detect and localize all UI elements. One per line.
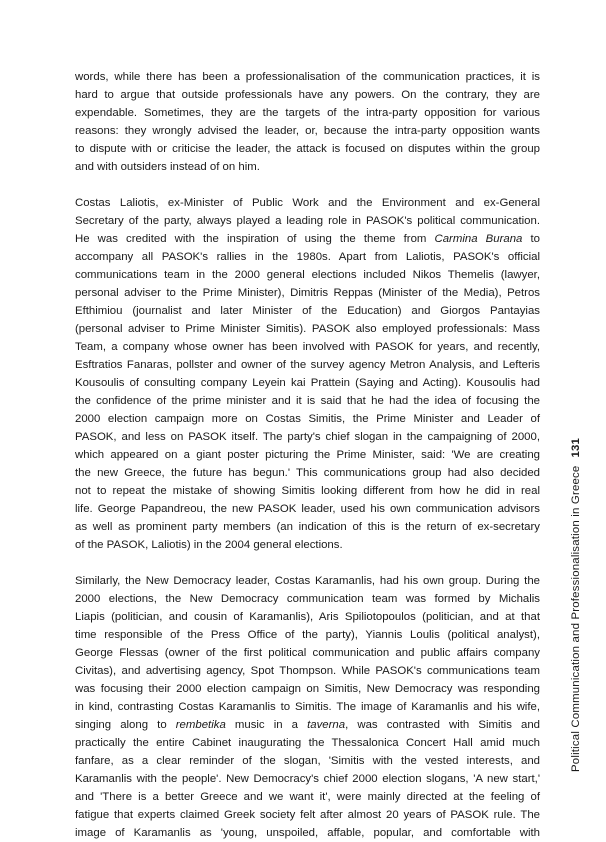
paragraph (75, 194, 540, 554)
paragraph (75, 572, 540, 842)
text-line: Efthimiou (journalist and later Minister of the Education) and Giorgos Pantayias (75, 305, 540, 317)
body-text (75, 68, 540, 842)
page-number: 131 (570, 437, 582, 458)
text-line: Costas Laliotis, ex-Minister of Public Work and the Environment and ex-General (75, 197, 540, 209)
text-line: Civitas), and advertising agency, Spot Thompson. While PASOK's communications team (75, 665, 540, 677)
text-line: Esftratios Fanaras, pollster and owner of the survey agency Metron Analysis, and Lefteris (75, 359, 540, 371)
text-line: as well as prominent party members (an indication of this is the return of ex-secretary (75, 521, 540, 533)
running-head (570, 438, 582, 772)
text-line: hard to argue that outside professionals have any powers. On the contrary, they are (75, 89, 540, 101)
text-line: reasons: they wrongly advised the leader, or, because the intra-party opposition wants (75, 125, 540, 137)
text-line: life. George Papandreou, the new PASOK leader, used his own communication advisors (75, 503, 540, 515)
text-line: Team, a company whose owner has been involved with PASOK for years, and recently, (75, 341, 540, 353)
text-line: the new Greece, the future has begun.' This communications group had also decided (75, 467, 540, 479)
text-line: Similarly, the New Democracy leader, Costas Karamanlis, had his own group. During the (75, 575, 540, 587)
text-line: of the PASOK, Laliotis) in the 2004 general elections. (75, 539, 343, 551)
text-line: George Flessas (owner of the first political communication and public affairs company (75, 647, 540, 659)
text-line: fanfare, as a clear reminder of the slogan, 'Simitis with the vested interests, and (75, 755, 540, 767)
text-line: time responsible of the Press Office of the party), Yiannis Loulis (political analyst), (75, 629, 540, 641)
text-line: fatigue that experts claimed Greek society felt after almost 20 years of PASOK rule. The (75, 809, 540, 821)
text-line: the confidence of the prime minister and it is said that he had the idea of focusing the (75, 395, 540, 407)
text-line: and with outsiders instead of on him. (75, 161, 260, 173)
text-line: accompany all PASOK's rallies in the 1980s. Apart from Laliotis, PASOK's official (75, 251, 540, 263)
text-line: PASOK, and less on PASOK itself. The party's chief slogan in the campaigning of 2000, (75, 431, 540, 443)
text-line: personal adviser to the Prime Minister), Dimitris Reppas (Minister of the Media), Petros (75, 287, 540, 299)
text-line: not to repeat the mistake of showing Simitis looking different from how he did in real (75, 485, 540, 497)
text-line: Karamanlis with the people'. New Democracy's chief 2000 election slogans, 'A new start,' (75, 773, 540, 785)
text-line: Kousoulis of consulting company Leyein kai Prattein (Saying and Acting). Kousoulis had (75, 377, 540, 389)
text-line: Liapis (politician, and cousin of Karamanlis), Aris Spiliotopoulos (politician, and at that (75, 611, 540, 623)
text-line: (personal adviser to Prime Minister Simitis). PASOK also employed professionals: Mass (75, 323, 540, 335)
text-line: expendable. Sometimes, they are the targets of the intra-party opposition for various (75, 107, 540, 119)
text-line: to dispute with or criticise the leader, the attack is focused on disputes within the group (75, 143, 540, 155)
text-line: 2000 election campaign more on Costas Simitis, the Prime Minister and Leader of (75, 413, 540, 425)
text-line: words, while there has been a professionalisation of the communication practices, it is (75, 71, 540, 83)
text-line: He was credited with the inspiration of using the theme from Carmina Burana to (75, 233, 540, 245)
text-line: singing along to rembetika music in a taverna, was contrasted with Simitis and (75, 719, 540, 731)
text-line: communications team in the 2000 general elections included Nikos Themelis (lawyer, (75, 269, 540, 281)
text-line: and 'There is a better Greece and we want it', were mainly directed at the feeling of (75, 791, 540, 803)
paragraph (75, 68, 540, 176)
text-line: 2000 elections, the New Democracy communication team was formed by Michalis (75, 593, 540, 605)
text-line: Secretary of the party, always played a leading role in PASOK's political communication. (75, 215, 540, 227)
text-line: in kind, contrasting Costas Karamanlis to Simitis. The image of Karamanlis and his wife, (75, 701, 540, 713)
text-line: practically the entire Cabinet inaugurating the Thessalonica Concert Hall amid much (75, 737, 540, 749)
text-line: which appeared on a giant poster picturing the Prime Minister, said: 'We are creating (75, 449, 540, 461)
running-head-title: Political Communication and Professionalisation in Greece (570, 465, 582, 772)
text-line: image of Karamanlis as 'young, unspoiled, affable, popular, and comfortable with (75, 827, 540, 839)
text-line: was focusing their 2000 election campaign on Simitis, New Democracy was responding (75, 683, 540, 695)
